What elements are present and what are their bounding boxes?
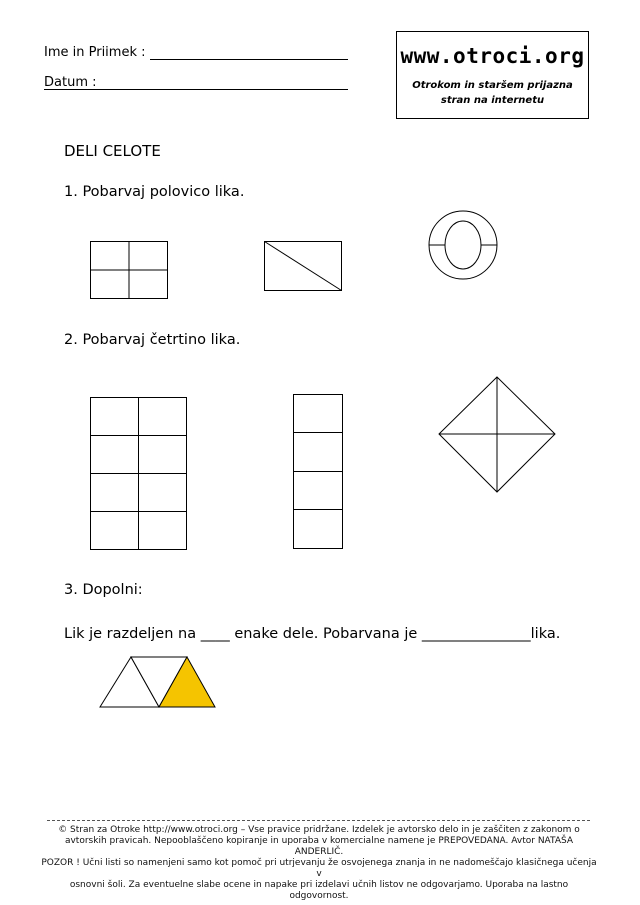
date-label: Datum : [44,75,97,90]
ring-halved[interactable] [429,211,497,279]
worksheet-title: DELI CELOTE [64,142,161,160]
diamond-quartered[interactable] [439,377,555,492]
name-label: Ime in Priimek : [44,45,146,60]
site-logo-url: www.otroci.org [400,44,585,68]
footer-line-4: osnovni šoli. Za eventuelne slabe ocene in napake pri izdelavi učnih listov ne odgovarjamo. Uporaba na lastno odgovornost. [69,880,569,901]
footer-line-1: © Stran za Otroke http://www.otroci.org – Vse pravice pridržane. Izdelek je avtorsko delo in je zaščiten z zakonom o [58,825,580,835]
copyright-footer [40,825,598,902]
footer-line-3: POZOR ! Učni listi so namenjeni samo kot pomoč pri utrjevanju že osvojenega znanja in ne nadomeščajo klasičnega učenja v [41,858,597,879]
rectangle-quartered[interactable] [91,242,168,299]
tagline-line-1: Otrokom in staršem prijazna [412,80,573,91]
task-3-instruction: 3. Dopolni: [64,582,143,598]
rectangle-diagonal-split[interactable] [265,242,342,291]
footer-divider [47,820,590,821]
task-2-instruction: 2. Pobarvaj četrtino lika. [64,332,241,348]
footer-line-2: avtorskih pravicah. Nepooblaščeno kopiranje in uporaba v komercialne namene je PREPOVEDANA. Avtor NATAŠA ANDERLIČ. [64,836,574,857]
column-of-four[interactable] [294,395,343,549]
triangles-figure [100,657,215,707]
task-1-instruction: 1. Pobarvaj polovico lika. [64,184,245,200]
fill-in-sentence[interactable]: Lik je razdeljen na ____ enake dele. Pobarvana je _______________lika. [64,626,561,642]
grid-2x4[interactable] [91,398,187,550]
tagline-line-2: stran na internetu [440,95,545,106]
